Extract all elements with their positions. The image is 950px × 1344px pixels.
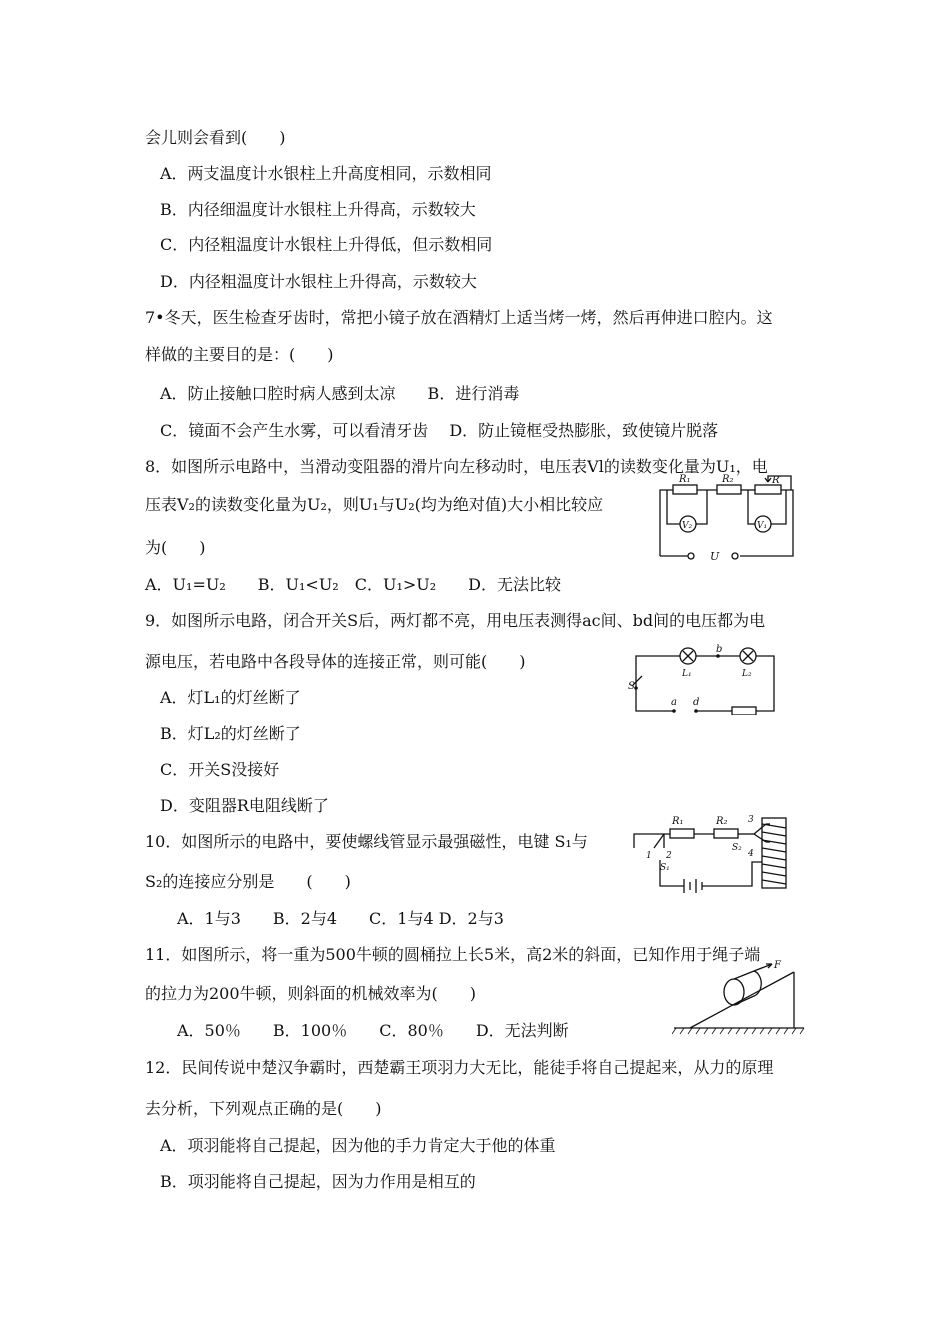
q8-options: A．U₁=U₂ B．U₁<U₂ C．U₁>U₂ D．无法比较: [145, 575, 561, 594]
q7-stem-line1: 7•冬天，医生检查牙齿时，常把小镜子放在酒精灯上适当烤一烤，然后再伸进口腔内。这: [145, 308, 773, 327]
q8-stem-line1: 8．如图所示电路中，当滑动变阻器的滑片向左移动时，电压表Vl的读数变化量为U₁，电: [145, 457, 768, 476]
q10-label-r1: R₁: [672, 816, 684, 827]
q9-circuit-diagram: [628, 643, 778, 715]
q8-circuit-diagram: [655, 470, 800, 562]
q8-label-v1: V₁: [757, 521, 768, 531]
q12-stem-line1: 12．民间传说中楚汉争霸时，西楚霸王项羽力大无比，能徒手将自己提起来，从力的原理: [145, 1058, 774, 1077]
q11-incline-diagram: [672, 960, 808, 1035]
q10-label-4: 4: [748, 849, 754, 859]
q9-option-a: A．灯L₁的灯丝断了: [160, 688, 301, 707]
q9-stem-line2: 源电压，若电路中各段导体的连接正常，则可能( ): [145, 652, 526, 671]
q10-label-1: 1: [646, 851, 652, 861]
q9-label-l1: L₁: [682, 669, 692, 679]
q8-label-v2: V₂: [682, 521, 693, 531]
q11-options: A．50％ B．100％ C．80％ D．无法判断: [177, 1021, 569, 1040]
q6-option-a: A．两支温度计水银柱上升高度相同，示数相同: [160, 164, 492, 183]
q10-label-s2: S₂: [732, 843, 742, 853]
q9-option-c: C．开关S没接好: [160, 760, 280, 779]
q10-label-2: 2: [666, 851, 672, 861]
q9-stem-line1: 9．如图所示电路，闭合开关S后，两灯都不亮，用电压表测得ac间、bd间的电压都为电: [145, 611, 766, 630]
q11-label-f: F: [774, 960, 781, 971]
q10-circuit-diagram: [630, 812, 800, 898]
q6-stem-tail: 会儿则会看到( ): [145, 128, 286, 147]
q10-label-s1: S₁: [660, 863, 670, 873]
q9-label-l2: L₂: [742, 669, 752, 679]
q10-label-3: 3: [748, 815, 754, 825]
q9-option-d: D．变阻器R电阻线断了: [160, 796, 329, 815]
q7-stem-line2: 样做的主要目的是：( ): [145, 345, 334, 364]
q9-label-b: b: [716, 644, 723, 655]
q8-stem-line2: 压表V₂的读数变化量为U₂，则U₁与U₂(均为绝对值)大小相比较应: [145, 495, 604, 514]
q6-option-d: D．内径粗温度计水银柱上升得高，示数较大: [160, 272, 477, 291]
q8-stem-line3: 为( ): [145, 538, 206, 557]
q12-option-a: A．项羽能将自己提起，因为他的手力肯定大于他的体重: [160, 1136, 556, 1155]
q8-label-r2: R₂: [722, 474, 734, 485]
q6-option-c: C．内径粗温度计水银柱上升得低，但示数相同: [160, 235, 493, 254]
q11-stem-line1: 11．如图所示，将一重为500牛顿的圆桶拉上长5米，高2米的斜面，已知作用于绳子端: [145, 945, 761, 964]
q12-stem-line2: 去分析，下列观点正确的是( ): [145, 1099, 382, 1118]
q9-label-d: d: [693, 697, 700, 708]
q9-label-s: S: [628, 681, 635, 692]
q12-option-b: B．项羽能将自己提起，因为力作用是相互的: [160, 1172, 476, 1191]
q10-options: A．1与3 B．2与4 C．1与4 D．2与3: [177, 909, 504, 928]
q8-label-rp: R′: [772, 475, 782, 486]
q9-label-a: a: [671, 697, 677, 708]
q6-option-b: B．内径细温度计水银柱上升得高，示数较大: [160, 200, 476, 219]
q10-label-r2: R₂: [716, 816, 728, 827]
q9-option-b: B．灯L₂的灯丝断了: [160, 724, 301, 743]
q8-label-r1: R₁: [679, 474, 691, 485]
q8-label-u: U: [710, 550, 720, 562]
q10-stem-line1: 10．如图所示的电路中，要使螺线管显示最强磁性，电键 S₁与: [145, 832, 588, 851]
q11-stem-line2: 的拉力为200牛顿，则斜面的机械效率为( ): [145, 984, 477, 1003]
q10-stem-line2: S₂的连接应分别是 ( ): [145, 872, 351, 891]
q7-options-row2: C．镜面不会产生水雾，可以看清牙齿 D．防止镜框受热膨胀，致使镜片脱落: [160, 421, 719, 440]
q7-options-row1: A．防止接触口腔时病人感到太凉 B．进行消毒: [160, 384, 520, 403]
